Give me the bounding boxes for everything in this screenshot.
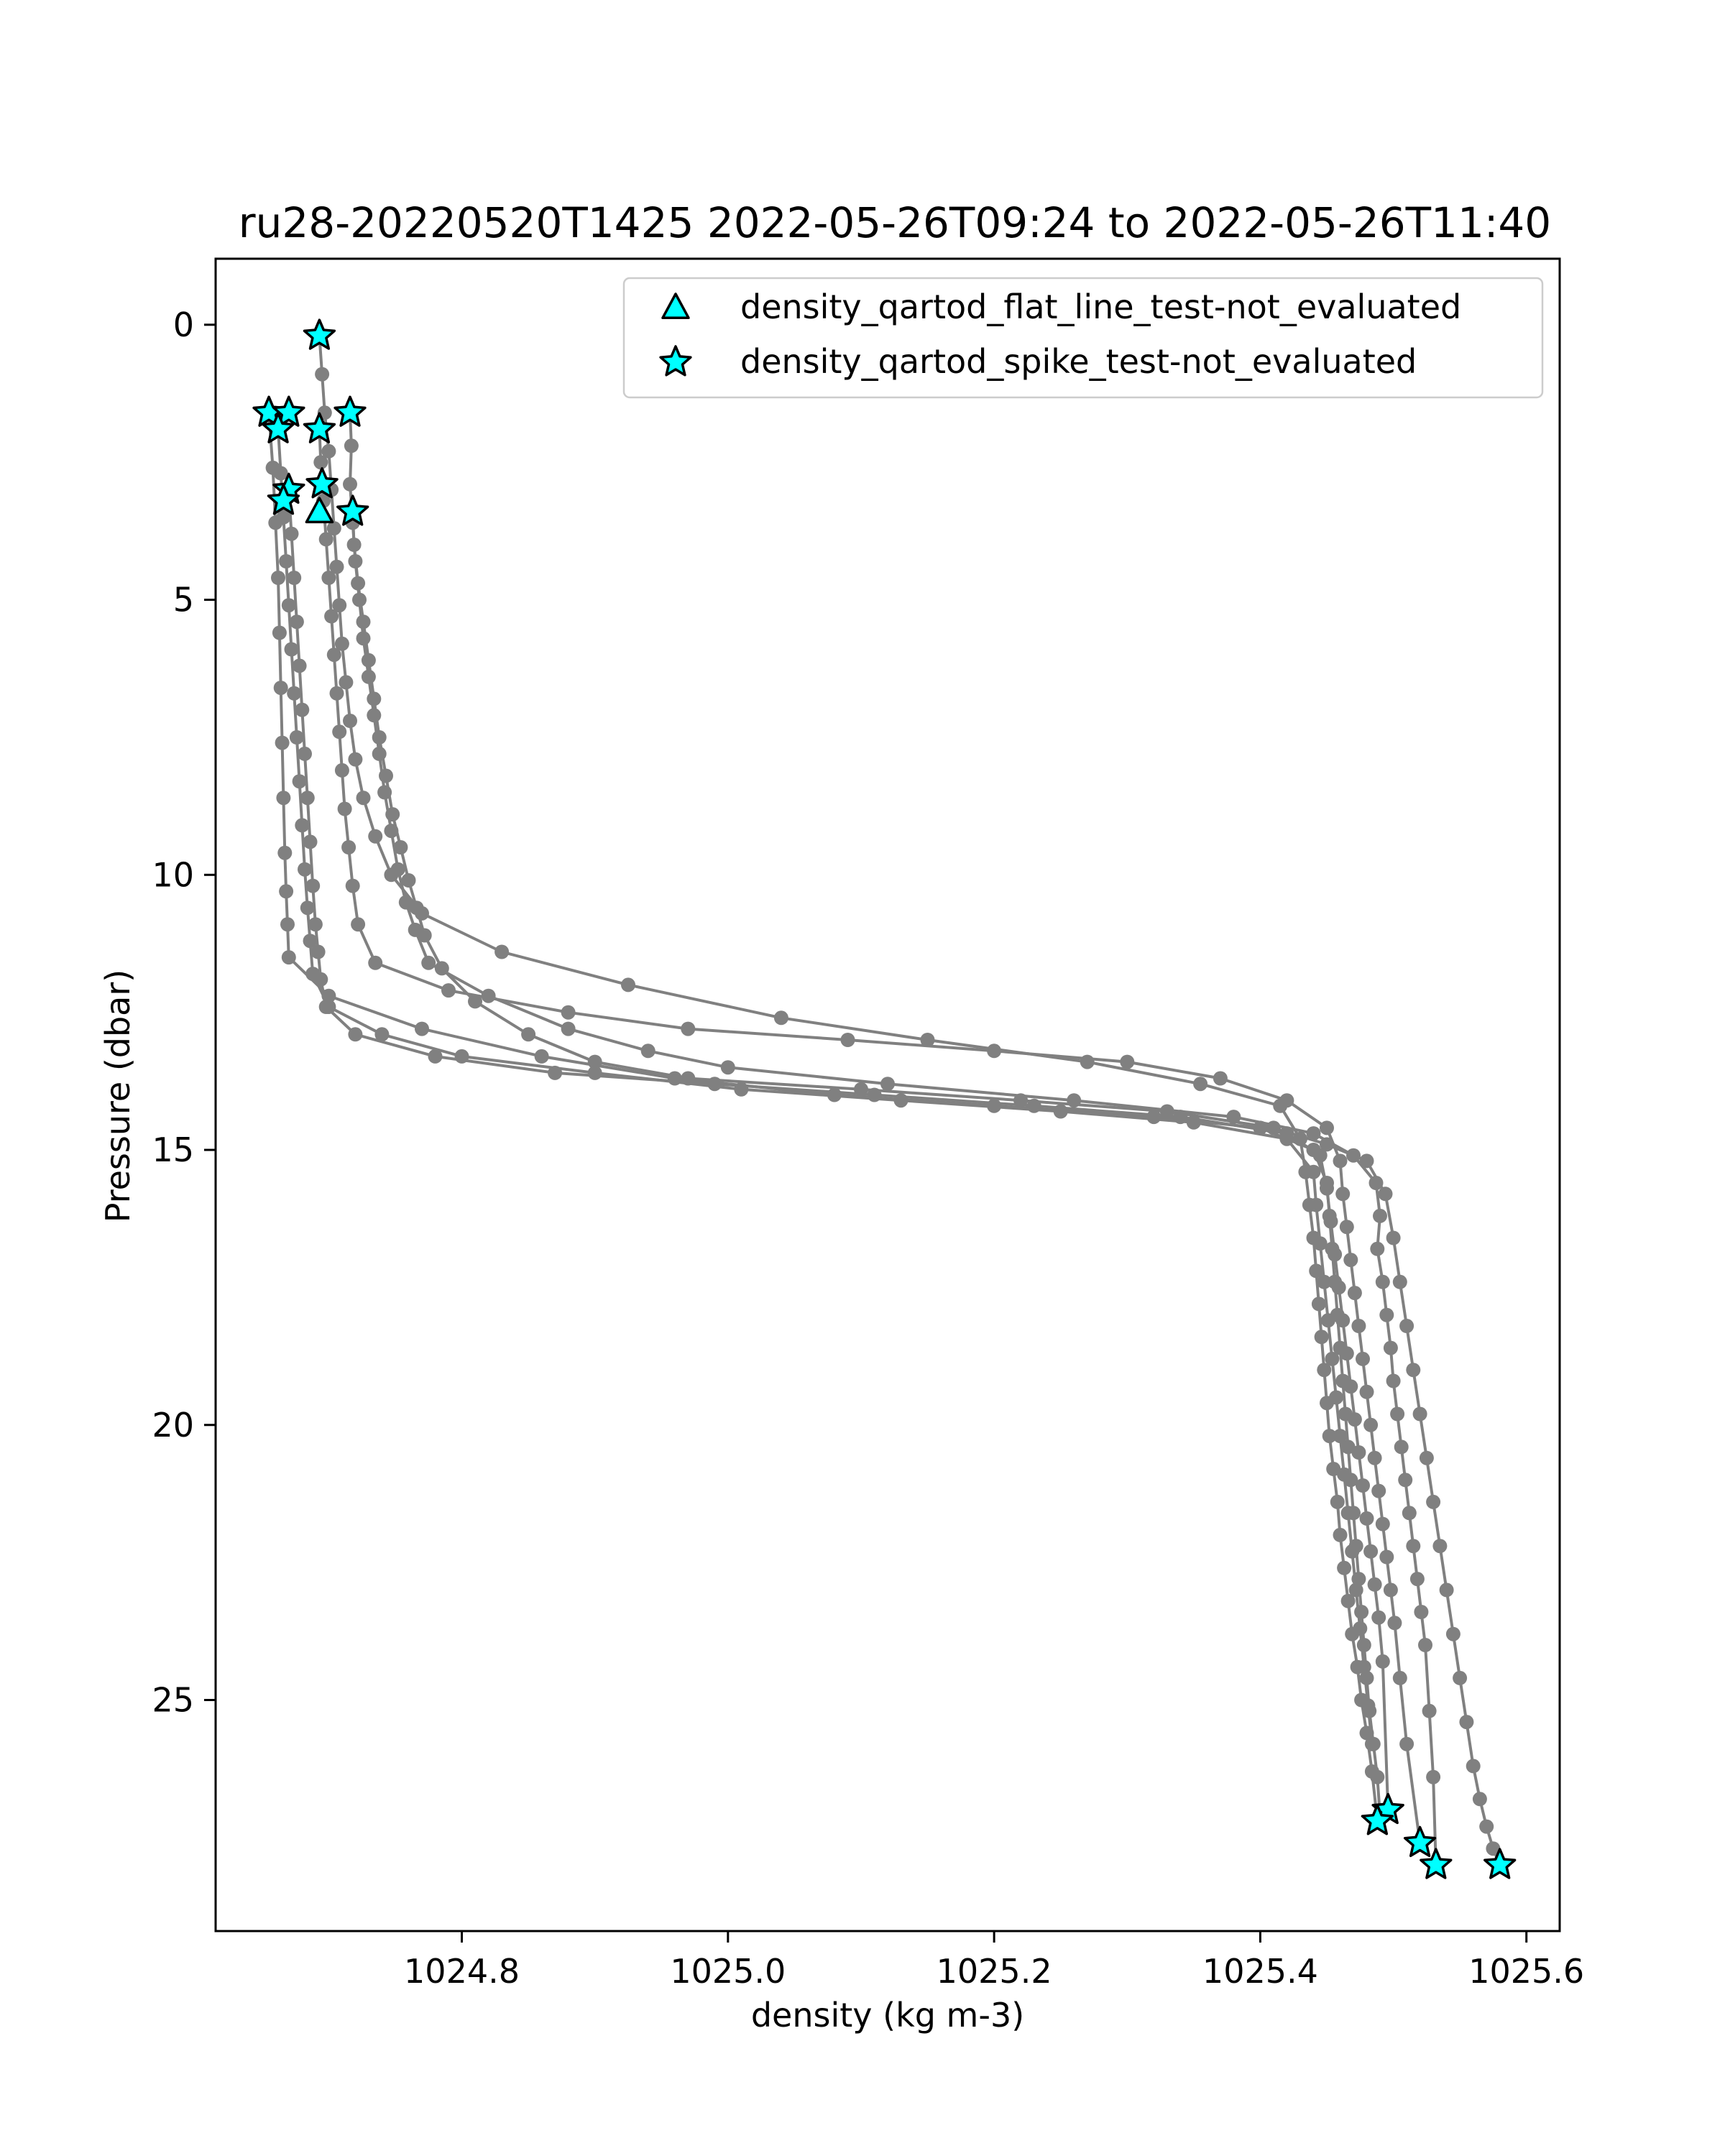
data-point	[1313, 1236, 1328, 1250]
data-point	[327, 648, 341, 662]
spike-flag-marker	[305, 413, 335, 442]
data-point	[368, 829, 382, 844]
data-point	[282, 950, 296, 964]
data-point	[321, 571, 336, 585]
data-point	[1398, 1473, 1412, 1487]
data-point	[311, 945, 326, 959]
data-point	[1379, 1308, 1394, 1322]
data-point	[1426, 1495, 1440, 1509]
data-point	[290, 614, 304, 629]
profile-line	[350, 413, 1436, 1865]
legend-label-spike: density_qartod_spike_test-not_evaluated	[740, 342, 1417, 381]
data-point	[410, 900, 424, 915]
data-point	[1332, 1280, 1346, 1294]
data-point	[1432, 1539, 1447, 1553]
data-point	[1353, 1621, 1367, 1636]
data-point	[298, 862, 312, 877]
data-point	[1365, 1737, 1379, 1751]
data-point	[1313, 1148, 1328, 1163]
data-point	[1307, 1165, 1321, 1179]
data-point	[330, 686, 344, 701]
spike-flag-marker	[305, 320, 335, 349]
data-point	[277, 846, 292, 860]
data-point	[868, 1088, 882, 1102]
data-point	[367, 691, 381, 706]
profile-line	[319, 429, 1420, 1843]
data-point	[305, 879, 320, 893]
data-point	[351, 576, 365, 591]
data-point	[303, 834, 318, 849]
data-point	[1399, 1319, 1414, 1333]
data-point	[356, 614, 371, 629]
data-point	[1360, 1385, 1374, 1399]
data-point	[1473, 1792, 1487, 1806]
data-point	[379, 769, 393, 783]
data-point	[1335, 1313, 1350, 1327]
x-axis-ticks	[404, 1931, 1584, 1991]
spike-flag-marker	[335, 397, 365, 425]
data-point	[1384, 1341, 1398, 1355]
data-point	[721, 1060, 735, 1074]
data-point	[1406, 1539, 1420, 1553]
data-point	[841, 1033, 855, 1047]
y-axis-ticks	[152, 305, 216, 1720]
data-point	[1370, 1242, 1384, 1256]
data-point	[1376, 1654, 1390, 1669]
data-point	[287, 686, 301, 701]
x-tick-label: 1025.6	[1468, 1952, 1585, 1991]
data-point	[880, 1077, 895, 1091]
data-point	[300, 900, 315, 915]
data-point	[1399, 1737, 1414, 1751]
chart-title: ru28-20220520T1425 2022-05-26T09:24 to 2022-05-26T11:40	[238, 198, 1552, 247]
data-point	[1363, 1544, 1378, 1559]
data-point	[1376, 1275, 1390, 1289]
data-point	[1329, 1391, 1343, 1405]
data-point	[1120, 1055, 1134, 1069]
data-point	[1376, 1517, 1390, 1531]
data-point	[1315, 1330, 1329, 1344]
data-point	[1459, 1715, 1473, 1729]
data-point	[308, 917, 323, 931]
data-point	[588, 1066, 602, 1080]
data-point	[391, 862, 405, 877]
y-tick-label: 0	[172, 305, 194, 344]
data-point	[1371, 1484, 1386, 1498]
data-point	[1356, 1478, 1370, 1493]
data-point	[1393, 1671, 1407, 1685]
y-tick-label: 5	[172, 580, 194, 619]
data-point	[1466, 1759, 1481, 1773]
data-point	[1379, 1187, 1393, 1201]
data-point	[332, 724, 346, 739]
data-point	[319, 1000, 334, 1014]
data-point	[367, 708, 381, 722]
data-point	[1348, 1286, 1362, 1300]
data-point	[285, 642, 299, 657]
data-point	[1420, 1451, 1434, 1465]
data-point	[348, 1027, 362, 1041]
y-tick-label: 10	[152, 855, 194, 895]
data-point	[1320, 1181, 1334, 1196]
data-point	[428, 1049, 443, 1064]
data-point	[319, 532, 334, 546]
data-point	[774, 1010, 788, 1025]
data-point	[1422, 1704, 1437, 1718]
data-point	[276, 791, 290, 805]
data-point	[351, 917, 365, 931]
data-point	[681, 1022, 695, 1036]
data-point	[1386, 1374, 1401, 1388]
data-point	[1317, 1275, 1331, 1289]
data-point	[1413, 1407, 1427, 1422]
data-point	[548, 1066, 562, 1080]
data-point	[1373, 1209, 1387, 1223]
data-point	[313, 455, 328, 469]
data-point	[1410, 1572, 1425, 1586]
data-point	[1348, 1412, 1362, 1427]
data-point	[362, 653, 376, 668]
x-tick-label: 1025.4	[1202, 1952, 1318, 1991]
data-point	[1406, 1363, 1420, 1377]
data-point	[1343, 1379, 1358, 1393]
data-point	[279, 884, 293, 898]
data-point	[1426, 1770, 1440, 1784]
data-point	[1384, 1583, 1398, 1597]
profile-line	[289, 490, 1388, 1810]
data-point	[1279, 1093, 1294, 1107]
data-point	[1394, 1439, 1409, 1454]
y-axis-label: Pressure (dbar)	[98, 969, 137, 1223]
data-point	[1337, 1561, 1351, 1575]
data-point	[1345, 1544, 1359, 1559]
data-point	[275, 736, 290, 750]
legend-label-flat-line: density_qartod_flat_line_test-not_evaluated	[740, 287, 1462, 326]
data-point	[362, 670, 376, 684]
data-point	[341, 840, 356, 854]
data-point	[415, 1022, 429, 1036]
data-point	[1337, 1468, 1351, 1482]
data-point	[421, 956, 436, 970]
data-point	[641, 1044, 656, 1058]
data-point	[313, 972, 328, 987]
y-tick-label: 25	[152, 1680, 194, 1720]
data-point	[285, 527, 299, 541]
data-point	[324, 609, 339, 624]
data-point	[1440, 1583, 1454, 1597]
data-point	[293, 774, 307, 788]
data-point	[621, 977, 635, 992]
data-point	[274, 681, 288, 695]
data-point	[1349, 1583, 1363, 1597]
data-point	[280, 917, 295, 931]
data-point	[1368, 1451, 1382, 1465]
data-point	[295, 818, 309, 832]
data-point	[1309, 1198, 1323, 1212]
data-point	[356, 631, 371, 645]
data-point	[402, 873, 416, 888]
data-point	[1354, 1605, 1368, 1619]
data-point	[271, 571, 285, 585]
data-point	[1340, 1220, 1354, 1234]
spike-flag-marker	[338, 496, 368, 525]
data-point	[347, 538, 362, 552]
data-point	[335, 763, 349, 778]
data-point	[561, 1005, 576, 1020]
data-point	[1357, 1660, 1371, 1674]
x-axis-label: density (kg m-3)	[750, 1996, 1025, 2035]
data-point	[1193, 1077, 1208, 1091]
data-point	[1414, 1605, 1428, 1619]
data-point	[1453, 1671, 1467, 1685]
data-point	[315, 367, 329, 382]
data-point	[1333, 1528, 1348, 1542]
data-point	[1027, 1099, 1041, 1113]
data-point	[987, 1044, 1001, 1058]
data-point	[1418, 1638, 1432, 1652]
profile-6	[282, 483, 1395, 1818]
data-point	[1343, 1253, 1358, 1267]
data-point	[368, 956, 382, 970]
data-point	[1402, 1506, 1417, 1520]
data-point	[295, 703, 309, 717]
profile-7	[312, 422, 1427, 1850]
data-point	[298, 747, 312, 761]
data-point	[1371, 1611, 1386, 1625]
data-point	[707, 1077, 722, 1091]
data-point	[1370, 1770, 1384, 1784]
profile-2	[343, 405, 1443, 1872]
data-point	[1279, 1126, 1294, 1141]
data-point	[1333, 1429, 1348, 1443]
data-point	[343, 477, 357, 492]
data-point	[441, 983, 456, 998]
data-point	[1335, 1187, 1350, 1201]
data-point	[1351, 1319, 1366, 1333]
data-point	[1330, 1495, 1345, 1509]
data-point	[418, 929, 432, 943]
data-point	[1357, 1638, 1371, 1652]
data-point	[1363, 1418, 1378, 1432]
data-point	[344, 438, 359, 453]
data-point	[300, 791, 315, 805]
data-point	[1312, 1296, 1326, 1311]
data-point	[561, 1022, 576, 1036]
legend	[624, 278, 1542, 397]
data-point	[1213, 1072, 1228, 1086]
data-point	[1173, 1110, 1187, 1124]
data-point	[372, 730, 387, 745]
data-point	[1393, 1275, 1407, 1289]
data-point	[1325, 1352, 1339, 1366]
data-point	[346, 879, 360, 893]
data-point	[385, 807, 400, 821]
data-point	[1340, 1346, 1354, 1360]
data-point	[356, 791, 371, 805]
y-tick-label: 20	[152, 1405, 194, 1445]
data-point	[338, 802, 352, 816]
data-point	[435, 961, 449, 975]
x-tick-label: 1025.0	[670, 1952, 786, 1991]
data-point	[343, 714, 357, 728]
data-point	[287, 571, 301, 585]
x-tick-label: 1024.8	[404, 1952, 520, 1991]
data-point	[348, 752, 362, 767]
data-point	[1387, 1616, 1402, 1630]
data-point	[1321, 1313, 1335, 1327]
data-point	[293, 658, 307, 673]
data-point	[535, 1049, 549, 1064]
data-point	[1360, 1511, 1374, 1526]
data-layer	[262, 328, 1507, 1872]
data-point	[339, 675, 353, 689]
spike-flag-marker	[1405, 1828, 1435, 1856]
data-point	[1368, 1577, 1382, 1592]
data-point	[1324, 1215, 1338, 1229]
data-point	[290, 730, 304, 745]
x-tick-label: 1025.2	[936, 1952, 1052, 1991]
data-point	[1351, 1445, 1366, 1460]
data-point	[393, 840, 408, 854]
data-point	[1146, 1110, 1161, 1124]
data-point	[282, 598, 296, 612]
data-point	[1446, 1627, 1460, 1641]
data-point	[1333, 1153, 1348, 1168]
data-point	[1479, 1820, 1494, 1834]
data-point	[1328, 1248, 1342, 1262]
data-point	[1386, 1231, 1401, 1245]
data-point	[1320, 1120, 1334, 1135]
data-point	[272, 626, 287, 640]
data-point	[1379, 1550, 1394, 1565]
data-point	[1361, 1698, 1375, 1713]
data-point	[494, 945, 509, 959]
data-point	[1356, 1352, 1370, 1366]
y-tick-label: 15	[152, 1130, 194, 1170]
data-point	[1390, 1407, 1404, 1422]
data-point	[1341, 1506, 1356, 1520]
data-point	[279, 554, 293, 568]
data-point	[1360, 1153, 1374, 1168]
data-point	[521, 1027, 535, 1041]
